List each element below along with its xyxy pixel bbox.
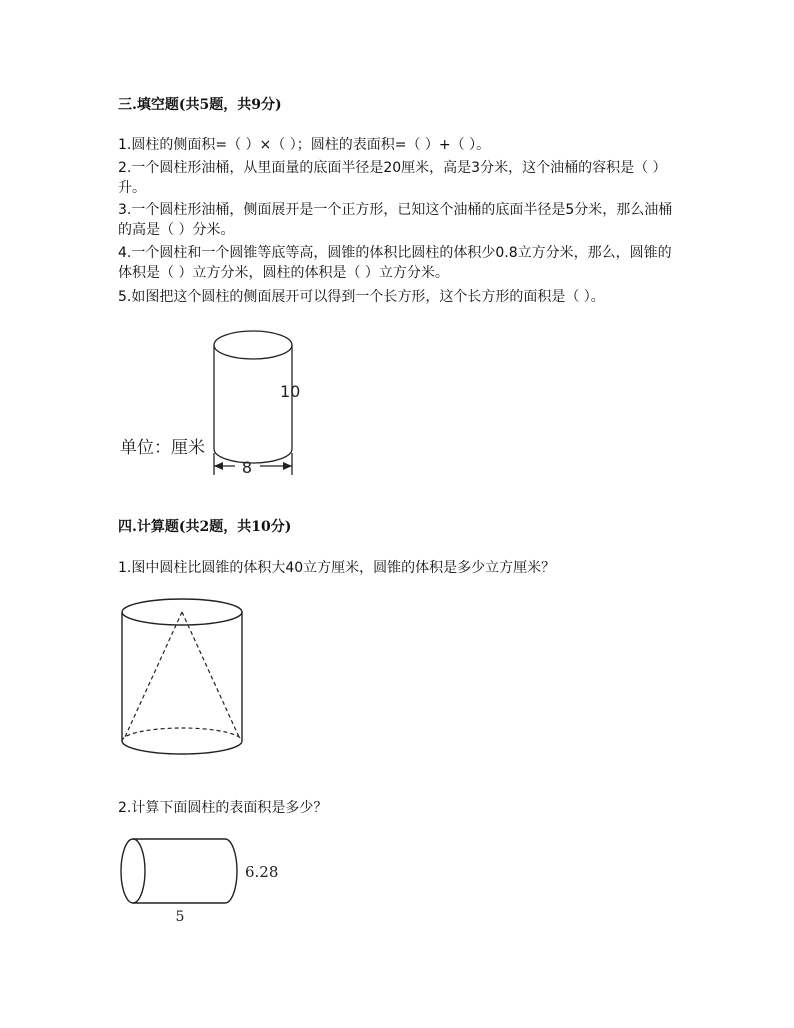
outer-bottom-back-arc: [122, 728, 242, 741]
cylinder-cone-figure: [115, 595, 255, 765]
section-3-question-1: 1.圆柱的侧面积=（ ）×（ ）；圆柱的表面积=（ ）+（ ）。: [118, 137, 491, 153]
height-label: 10: [280, 382, 301, 401]
cone-left-edge: [125, 612, 182, 737]
arrow-right-icon: [283, 462, 292, 470]
height-label: 6.28: [245, 863, 279, 881]
section-4-question-1: 1.图中圆柱比圆锥的体积大40立方厘米，圆锥的体积是多少立方厘米？: [118, 560, 556, 576]
diameter-label: 8: [241, 458, 253, 477]
section-3-question-3: 3.一个圆柱形油桶，侧面展开是一个正方形，已知这个油桶的底面半径是5分米，那么油桶的高是（ ）分米。: [118, 202, 673, 238]
length-label: 5: [175, 909, 185, 925]
cylinder-right-end-arc: [225, 839, 237, 903]
section-3-heading: 三.填空题(共5题，共9分): [118, 97, 282, 113]
section-3-question-4: 4.一个圆柱和一个圆锥等底等高，圆锥的体积比圆柱的体积少0.8立方分米，那么，圆锥的体积是（ ）立方分米，圆柱的体积是（ ）立方分米。: [118, 245, 672, 281]
horizontal-cylinder-figure: [115, 835, 295, 930]
cylinder-left-end-ellipse: [121, 839, 145, 903]
cone-right-edge: [182, 612, 239, 737]
section-3-question-2: 2.一个圆柱形油桶，从里面量的底面半径是20厘米，高是3分米，这个油桶的容积是（ ）升。: [118, 160, 667, 196]
cylinder-bottom-arc: [214, 449, 292, 463]
arrow-left-icon: [214, 462, 223, 470]
unit-label: 单位：厘米: [120, 438, 205, 458]
cylinder-figure-1: [110, 325, 320, 480]
section-4-heading: 四.计算题(共2题，共10分): [118, 519, 292, 535]
section-4-question-2: 2.计算下面圆柱的表面积是多少？: [118, 800, 328, 816]
cylinder-top-ellipse: [214, 331, 292, 359]
outer-bottom-front-arc: [122, 741, 242, 754]
section-3-question-5: 5.如图把这个圆柱的侧面展开可以得到一个长方形，这个长方形的面积是（ ）。: [118, 289, 605, 305]
